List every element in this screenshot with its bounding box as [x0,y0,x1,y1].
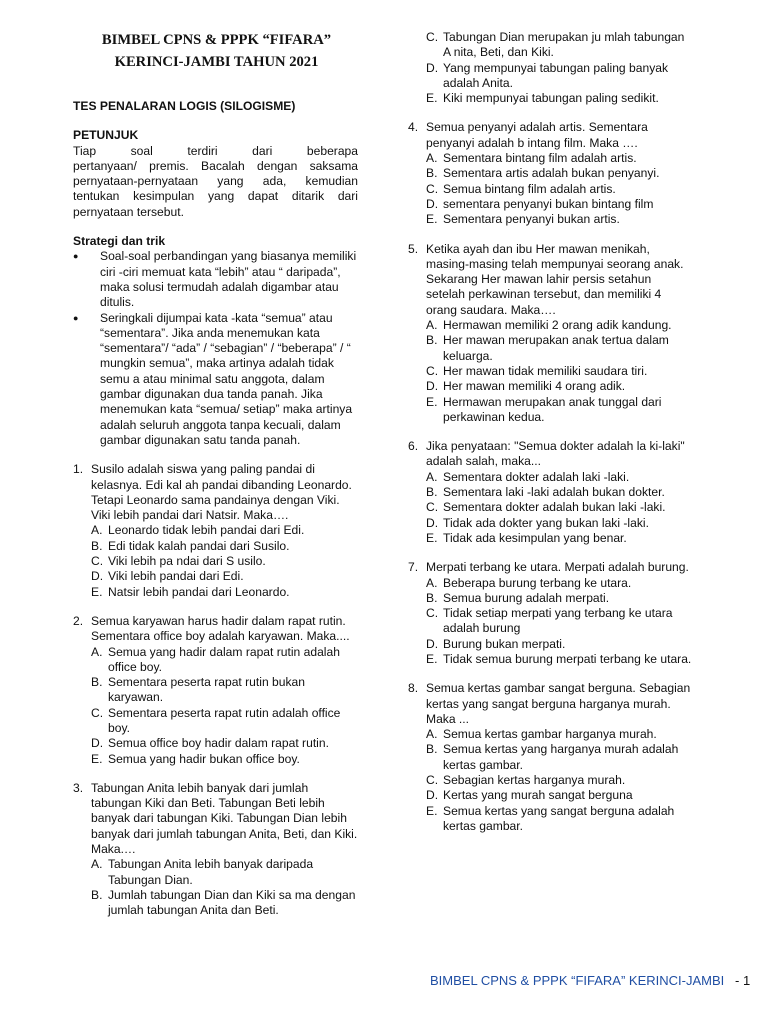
page-title: TES PENALARAN LOGIS (SILOGISME) [73,99,296,113]
option-text: sementara penyanyi bukan bintang film [443,196,654,211]
option-text: Edi tidak kalah pandai dari Susilo. [108,538,290,553]
option-text: Tidak semua burung merpati terbang ke utara. [443,651,692,666]
option [426,364,692,379]
option [91,585,358,600]
question-4 [408,120,692,227]
option [426,500,692,515]
option-text: Viki lebih pa ndai dari S usilo. [108,554,266,569]
option-text: Semua kertas yang sangat berguna adalah kertas gambar. [443,803,675,833]
question-1 [73,462,358,600]
option-letter: E. [426,651,438,666]
option [91,736,358,751]
option [91,706,358,737]
option [426,91,692,106]
option [426,470,692,485]
option [426,212,692,227]
option-letter: C. [426,606,439,621]
option-text: Her mawan memiliki 4 orang adik. [443,379,626,394]
option-letter: B. [426,590,438,605]
header-line-1: BIMBEL CPNS & PPPK “FIFARA” [101,32,332,48]
option-letter: E. [426,212,438,227]
strategi-list [73,249,358,448]
option-text: Sementara dokter adalah bukan laki -laki. [443,500,666,515]
option-letter: E. [91,584,103,599]
document-header [75,29,358,73]
option [426,727,692,742]
option-letter: C. [91,554,104,569]
question-number: 1. [73,462,84,477]
option-letter: B. [426,333,438,348]
option [91,523,358,538]
question-number: 8. [408,681,419,696]
option-text: Sementara penyanyi bukan artis. [443,212,620,227]
option-letter: D. [91,736,104,751]
option [426,606,692,637]
option-letter: A. [91,523,103,538]
option-letter: E. [426,530,438,545]
option [426,652,692,667]
question-text: Susilo adalah siswa yang paling pandai di kelasnya. Edi kal ah pandai dibanding Leonardo. Tetapi Leonardo sama pandainya dengan Viki. Viki lebih pandai dari Natsir. Maka…. [91,462,352,523]
option-text: Tidak ada dokter yang bukan laki -laki. [443,515,649,530]
right-column [408,30,692,834]
strategi-bullet: ● Seringkali dijumpai kata -kata “semua” atau “sementara”. Jika anda menemukan kata “sementara”/ “ada” / “sebagian” / “beberapa” / “ mungkin semua”, maka artinya adalah tidak semu a atau minimal satu anggota, dalam gambar digunakan dua tanda panah. Jika menemukan kata “semua/ setiap” maka artinya adalah seluruh anggota tanpa kecuali, dalam gambar digunakan satu tanda panah. [73,311,358,449]
option-text: Sementara bintang film adalah artis. [443,151,637,166]
option-text: Yang mempunyai tabungan paling banyak adalah Anita. [443,60,669,90]
option-letter: E. [91,751,103,766]
question-7 [408,560,692,667]
option [91,888,358,919]
option-text: Hermawan memiliki 2 orang adik kandung. [443,318,672,333]
left-column [73,0,358,919]
question-text: Semua kertas gambar sangat berguna. Sebagian kertas yang sangat berguna harganya murah. Maka ... [426,681,691,726]
question-number: 5. [408,241,419,256]
question-text: Merpati terbang ke utara. Merpati adalah burung. [426,560,689,575]
option-text: Semua kertas yang harganya murah adalah kertas gambar. [443,742,679,772]
option-text: Sementara peserta rapat rutin bukan karyawan. [108,675,305,705]
option-letter: C. [91,705,104,720]
option [426,182,692,197]
option [426,591,692,606]
option-text: Her mawan merupakan anak tertua dalam keluarga. [443,333,669,363]
option [91,554,358,569]
question-text: Semua karyawan harus hadir dalam rapat rutin. Sementara office boy adalah karyawan. Maka.... [91,613,350,644]
question-2 [73,614,358,767]
option [426,61,692,92]
option-text: Semua burung adalah merpati. [443,590,610,605]
option-letter: B. [426,742,438,757]
option-letter: C. [426,181,439,196]
option [426,516,692,531]
option [426,788,692,803]
header-line-2: KERINCI-JAMBI TAHUN 2021 [114,54,319,70]
option [426,318,692,333]
option-text: Hermawan merupakan anak tunggal dari perkawinan kedua. [443,394,662,424]
option-letter: B. [426,166,438,181]
option-text: Kiki mempunyai tabungan paling sedikit. [443,91,659,106]
option [426,151,692,166]
option [426,395,692,426]
petunjuk-heading: PETUNJUK [73,128,139,143]
option [426,742,692,773]
option [426,804,692,835]
option-text: Semua bintang film adalah artis. [443,181,616,196]
option-letter: C. [426,773,439,788]
option [426,576,692,591]
option-letter: A. [426,575,438,590]
option-letter: B. [91,675,103,690]
option [426,379,692,394]
option-text: Kertas yang murah sangat berguna [443,788,633,803]
option-letter: D. [426,788,439,803]
option [426,166,692,181]
option-letter: D. [91,569,104,584]
option-text: Sementara peserta rapat rutin adalah office boy. [108,705,341,735]
option-letter: E. [426,394,438,409]
question-3 [73,781,358,919]
option-text: Burung bukan merpati. [443,636,566,651]
option-letter: B. [91,538,103,553]
option-letter: D. [426,515,439,530]
petunjuk-text: pertanyaan/ premis. Bacalah dengan saksama pernyataan-pernyataan yang ada, kemudian tentukan kesimpulan yang dapat ditarik dari pernyataan tersebut. [73,158,358,219]
option-letter: C. [426,363,439,378]
option-text: Sebagian kertas harganya murah. [443,773,626,788]
option-letter: A. [91,857,103,872]
option [91,645,358,676]
option-text: Semua kertas gambar harganya murah. [443,727,657,742]
option-text: Tidak setiap merpati yang terbang ke utara adalah burung [443,606,673,636]
option [426,531,692,546]
option-text: Viki lebih pandai dari Edi. [108,569,244,584]
question-number: 6. [408,439,419,454]
option-letter: E. [426,91,438,106]
option-text: Semua office boy hadir dalam rapat rutin. [108,736,329,751]
option [426,637,692,652]
option [91,539,358,554]
option-text: Sementara dokter adalah laki -laki. [443,469,630,484]
question-number: 2. [73,613,84,628]
question-number: 7. [408,560,419,575]
question-number: 4. [408,120,419,135]
question-6 [408,439,692,546]
strategi-heading: Strategi dan trik [73,234,166,249]
strategi-bullet: ● Soal-soal perbandingan yang biasanya memiliki ciri -ciri memuat kata “lebih” atau “ daripada”, maka solusi termudah adalah digambar atau ditulis. [73,249,358,310]
option [91,752,358,767]
option-letter: C. [426,500,439,515]
page-number: - 1 [735,973,751,988]
option-letter: D. [426,60,439,75]
option-letter: A. [426,727,438,742]
option-letter: D. [426,379,439,394]
option-letter: A. [426,469,438,484]
option-text: Semua yang hadir dalam rapat rutin adalah office boy. [108,644,340,674]
option-letter: E. [426,803,438,818]
option-text: Her mawan tidak memiliki saudara tiri. [443,363,648,378]
option [426,30,692,61]
option-text: Tidak ada kesimpulan yang benar. [443,530,627,545]
option-text: Leonardo tidak lebih pandai dari Edi. [108,523,305,538]
option-letter: A. [426,318,438,333]
question-8 [408,681,692,834]
option [91,569,358,584]
option-text: Sementara laki -laki adalah bukan dokter. [443,485,665,500]
option-text: Beberapa burung terbang ke utara. [443,575,632,590]
option-letter: A. [426,151,438,166]
question-text: Jika penyataan: "Semua dokter adalah la ki-laki" adalah salah, maka... [426,439,685,469]
option [426,333,692,364]
petunjuk-line-1: Tiap soal terdiri dari beberapa [73,143,358,158]
option-text: Sementara artis adalah bukan penyanyi. [443,166,660,181]
question-3-continued [408,30,692,106]
option [91,857,358,888]
option-text: Jumlah tabungan Dian dan Kiki sa ma dengan jumlah tabungan Anita dan Beti. [108,887,356,918]
option [426,485,692,500]
option-text: Tabungan Dian merupakan ju mlah tabungan A nita, Beti, dan Kiki. [443,30,685,60]
option-letter: C. [426,30,439,44]
option-text: Natsir lebih pandai dari Leonardo. [108,584,290,599]
question-number: 3. [73,780,84,795]
question-text: Tabungan Anita lebih banyak dari jumlah tabungan Kiki dan Beti. Tabungan Beti lebih banyak dari tabungan Kiki. Tabungan Dian lebih banyak dari jumlah tabungan Anita, Beti, dan Kiki. Maka.… [91,780,358,857]
option [426,197,692,212]
option-letter: B. [91,887,103,902]
question-5 [408,242,692,426]
option-text: Tabungan Anita lebih banyak daripada Tabungan Dian. [108,857,314,887]
page-footer: BIMBEL CPNS & PPPK “FIFARA” KERINCI-JAMBI [430,973,725,988]
option-letter: B. [426,485,438,500]
option [91,675,358,706]
question-text: Semua penyanyi adalah artis. Sementara penyanyi adalah b intang film. Maka …. [426,120,648,150]
option-text: Semua yang hadir bukan office boy. [108,751,300,766]
option [426,773,692,788]
option-letter: D. [426,196,439,211]
question-text: Ketika ayah dan ibu Her mawan menikah, masing-masing telah mempunyai seorang anak. Sekarang Her mawan lahir persis setahun setelah perkawinan tersebut, dan memiliki 4 orang saudara. Maka…. [426,241,684,317]
option-letter: A. [91,644,103,659]
option-letter: D. [426,636,439,651]
